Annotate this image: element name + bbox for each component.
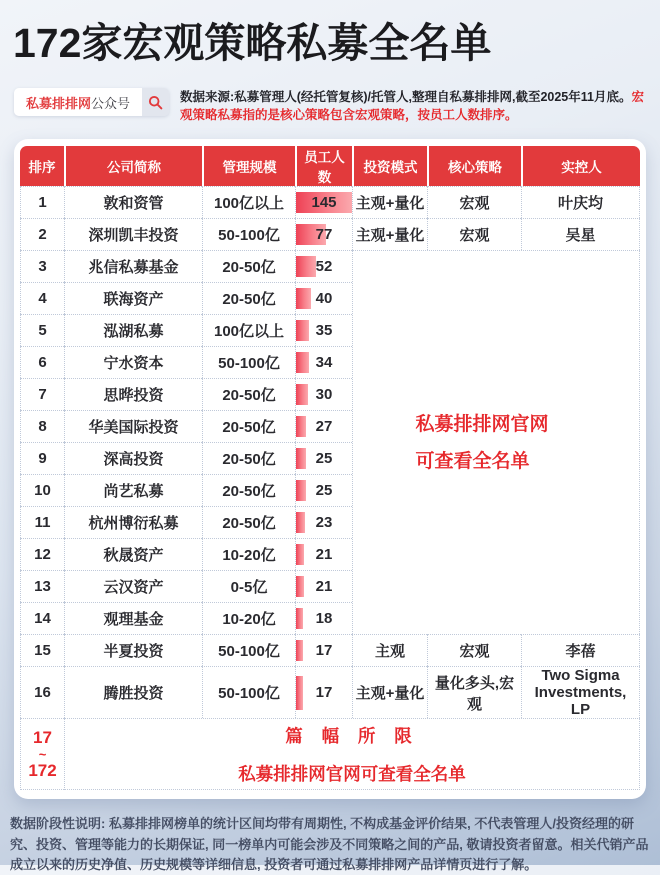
employee-count: 35 [315,322,333,340]
employee-bar [296,416,306,437]
company-cell: 杭州博衍私募 [64,506,202,538]
footer-range-row [20,718,640,790]
scale-cell: 100亿以上 [202,314,295,346]
note-line: 可查看全名单 [415,450,530,472]
employee-count-cell [295,506,352,538]
employee-count: 21 [315,546,333,564]
company-cell: 华美国际投资 [64,410,202,442]
note-line: 私募排排网官网 [415,413,549,435]
strategy-cell: 量化多头,宏观 [427,666,521,718]
scale-cell: 100亿以上 [202,186,295,218]
company-cell: 半夏投资 [64,634,202,666]
employee-count-cell [295,634,352,666]
employee-count-cell [295,346,352,378]
owner-cell: Two Sigma Investments, LP [521,666,640,718]
employee-count: 77 [315,226,333,244]
employee-count-cell [295,570,352,602]
scale-cell: 20-50亿 [202,506,295,538]
employee-count: 25 [315,450,333,468]
employee-count: 18 [315,610,333,628]
employee-count-cell [295,250,352,282]
source-note-red: 宏观策略私募指的是核心策略包含宏观策略，按员工人数排序。 [180,90,644,123]
employee-count-cell [295,218,352,250]
company-cell: 深圳凯丰投资 [64,218,202,250]
rank-cell: 14 [20,602,64,634]
table-row [20,634,640,666]
rank-cell: 12 [20,538,64,570]
employee-bar [296,448,306,469]
rank-cell: 4 [20,282,64,314]
badge-brand-text: 私募排排网 [26,95,92,111]
source-note [180,88,646,124]
company-cell: 腾胜投资 [64,666,202,718]
ranking-table [20,146,640,790]
brand-badge [14,88,169,116]
scale-cell: 20-50亿 [202,378,295,410]
employee-count-cell [295,186,352,218]
disclaimer-text: 数据阶段性说明: 私募排排网榜单的统计区间均带有周期性, 不构成基金评价结果, 不代表管理人/投资经理的研究、投资、管理等能力的长期保证, 同一榜单内可能会涉及不同策略之间的产品, 敬请投资者留意。相关代销产品成立以来的历史净值、历史规模等详细信息, 投资者可通过私募排排网产品详情页进行了解。 [10,816,649,872]
employee-count: 23 [315,514,333,532]
strategy-cell: 宏观 [427,218,521,250]
rank-cell: 1 [20,186,64,218]
mode-cell: 主观+量化 [352,218,427,250]
scale-cell: 20-50亿 [202,282,295,314]
employee-count-cell [295,442,352,474]
page-title: 172家宏观策略私募全名单 [13,20,492,66]
table-row [20,218,640,250]
company-cell: 尚艺私募 [64,474,202,506]
mode-cell: 主观+量化 [352,186,427,218]
merged-note [352,250,640,634]
employee-bar [296,288,311,309]
employee-count: 25 [315,482,333,500]
note-line: 篇 幅 所 限 [285,725,419,746]
search-button[interactable] [142,88,169,116]
employee-bar [296,576,304,597]
company-cell: 深高投资 [64,442,202,474]
company-cell: 宁水资本 [64,346,202,378]
mode-cell: 主观 [352,634,427,666]
range-text: 172 [28,760,57,780]
badge-label [14,88,142,116]
strategy-cell: 宏观 [427,634,521,666]
header-cell-owner: 实控人 [521,146,640,186]
table-header-row [20,146,640,186]
rank-cell: 10 [20,474,64,506]
employee-count: 27 [315,418,333,436]
header-cell-mode: 投资模式 [352,146,427,186]
header-cell-rank: 排序 [20,146,64,186]
employee-count: 34 [315,354,333,372]
header-cell-strategy: 核心策略 [427,146,521,186]
employee-bar [296,480,306,501]
scale-cell: 50-100亿 [202,218,295,250]
range-note [64,718,640,790]
employee-bar [296,544,304,565]
scale-cell: 50-100亿 [202,346,295,378]
badge-suffix-text: 公众号 [91,95,131,111]
header-cell-company: 公司简称 [64,146,202,186]
employee-bar [296,640,303,661]
employee-count: 21 [315,578,333,596]
employee-bar [296,676,303,711]
owner-cell: 叶庆均 [521,186,640,218]
employee-bar [296,384,308,405]
rank-cell: 15 [20,634,64,666]
scale-cell: 50-100亿 [202,634,295,666]
company-cell: 思晔投资 [64,378,202,410]
scale-cell: 20-50亿 [202,250,295,282]
merged-note-inner [415,406,548,480]
company-cell: 泓湖私募 [64,314,202,346]
employee-count-cell [295,666,352,718]
header-cell-scale: 管理规模 [202,146,295,186]
note-line: 私募排排网官网可查看全名单 [238,763,466,784]
range-text: 17 [33,727,52,747]
rank-cell: 9 [20,442,64,474]
meta-row [14,88,646,124]
scale-cell: 50-100亿 [202,666,295,718]
company-cell: 兆信私募基金 [64,250,202,282]
employee-bar [296,320,309,341]
ranking-card [14,139,646,799]
owner-cell: 吴星 [521,218,640,250]
rank-cell: 6 [20,346,64,378]
employee-count-cell [295,282,352,314]
rank-cell: 13 [20,570,64,602]
scale-cell: 20-50亿 [202,410,295,442]
employee-count-cell [295,378,352,410]
mode-cell: 主观+量化 [352,666,427,718]
rank-cell: 3 [20,250,64,282]
company-cell: 云汉资产 [64,570,202,602]
scale-cell: 0-5亿 [202,570,295,602]
employee-bar [296,512,305,533]
rank-cell: 11 [20,506,64,538]
employee-bar [296,256,316,277]
owner-cell: 李蓓 [521,634,640,666]
header-cell-employees: 员工人数 [295,146,352,186]
rank-cell: 16 [20,666,64,718]
strategy-cell: 宏观 [427,186,521,218]
table-row [20,250,640,282]
company-cell: 联海资产 [64,282,202,314]
employee-count: 17 [315,642,333,660]
scale-cell: 10-20亿 [202,538,295,570]
scale-cell: 20-50亿 [202,474,295,506]
employee-count: 145 [311,194,337,212]
table-body [20,186,640,790]
search-icon [148,95,163,110]
employee-count-cell [295,410,352,442]
rank-cell: 2 [20,218,64,250]
employee-count-cell [295,474,352,506]
scale-cell: 20-50亿 [202,442,295,474]
employee-count-cell [295,538,352,570]
company-cell: 观理基金 [64,602,202,634]
rank-cell: 7 [20,378,64,410]
employee-count: 17 [315,684,333,702]
employee-bar [296,352,309,373]
employee-count: 52 [315,258,333,276]
table-row [20,666,640,718]
employee-bar [296,608,303,629]
rank-cell: 8 [20,410,64,442]
scale-cell: 10-20亿 [202,602,295,634]
employee-count: 40 [315,290,333,308]
company-cell: 敦和资管 [64,186,202,218]
rank-range [20,718,64,790]
range-text: ~ [38,746,47,762]
source-note-dark: 数据来源:私募管理人(经托管复核)/托管人,整理自私募排排网,截至2025年11月底。 [180,90,632,105]
employee-count-cell [295,602,352,634]
company-cell: 秋晟资产 [64,538,202,570]
table-row [20,186,640,218]
employee-count: 30 [315,386,333,404]
rank-cell: 5 [20,314,64,346]
employee-count-cell [295,314,352,346]
